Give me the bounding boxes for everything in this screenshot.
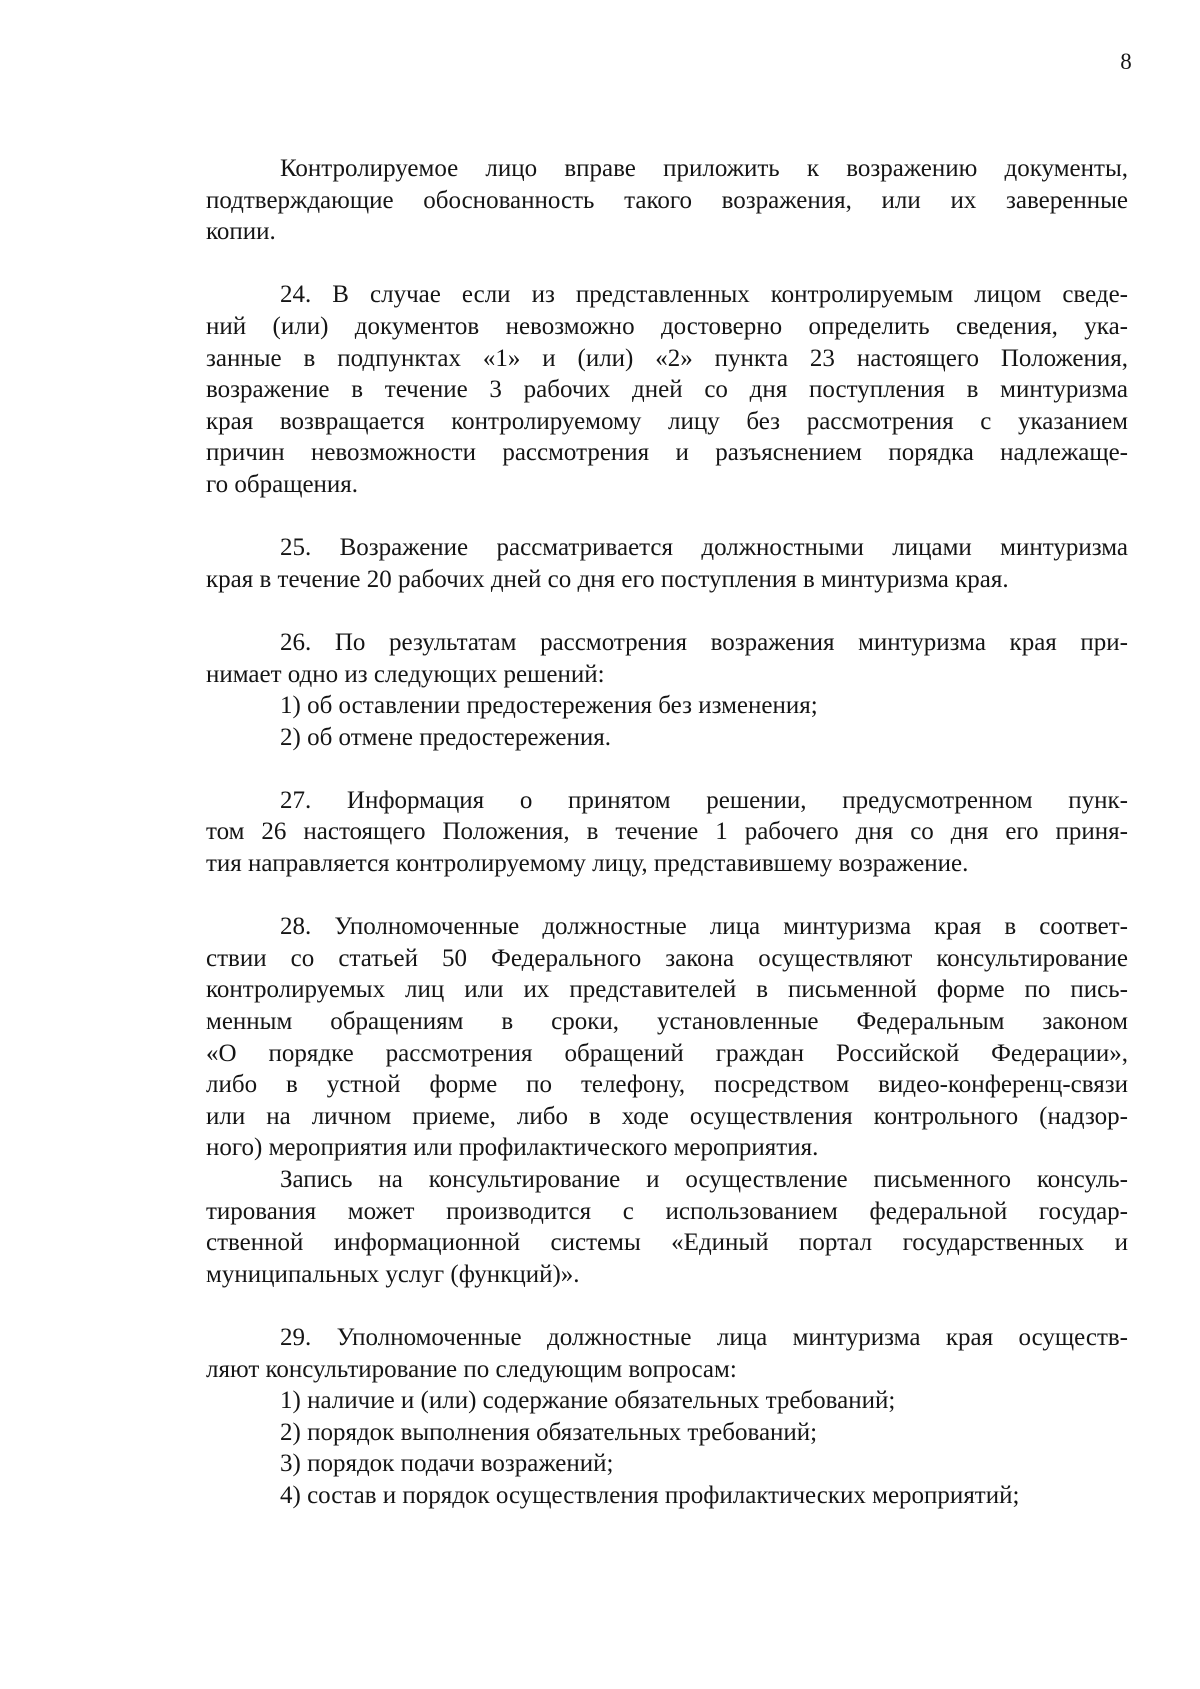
paragraph-line: контролируемых лиц или их представителей в письменной форме по пись- <box>206 976 1128 1004</box>
list-item: 2) порядок выполнения обязательных требований; <box>280 1418 818 1446</box>
paragraph-line: Контролируемое лицо вправе приложить к возражению документы, <box>280 155 1128 182</box>
paragraph-line: ственной информационной системы «Единый портал государственных и <box>206 1229 1128 1257</box>
list-item: 3) порядок подачи возражений; <box>280 1450 614 1478</box>
paragraph-line: 24. В случае если из представленных контролируемым лицом сведе- <box>280 281 1128 309</box>
paragraph-line: занные в подпунктах «1» и (или) «2» пункта 23 настоящего Положения, <box>206 344 1128 372</box>
paragraph-line: 25. Возражение рассматривается должностными лицами минтуризма <box>280 534 1128 562</box>
paragraph-line: либо в устной форме по телефону, посредством видео-конференц-связи <box>206 1071 1128 1099</box>
paragraph-line: ствии со статьей 50 Федерального закона осуществляют консультирование <box>206 944 1128 972</box>
paragraph-line: Запись на консультирование и осуществление письменного консуль- <box>280 1166 1128 1193</box>
paragraph-line: ний (или) документов невозможно достоверно определить сведения, ука- <box>206 312 1128 340</box>
list-item: 4) состав и порядок осуществления профилактических мероприятий; <box>280 1481 1020 1509</box>
paragraph-line: тия направляется контролируемому лицу, представившему возражение. <box>206 850 969 878</box>
paragraph-line: менным обращениям в сроки, установленные Федеральным законом <box>206 1008 1128 1036</box>
paragraph-line: нимает одно из следующих решений: <box>206 660 605 688</box>
paragraph-line: том 26 настоящего Положения, в течение 1 рабочего дня со дня его приня- <box>206 818 1128 846</box>
paragraph-line: 27. Информация о принятом решении, предусмотренном пунк- <box>280 786 1128 814</box>
paragraph-line: копии. <box>206 218 276 246</box>
list-item: 2) об отмене предостережения. <box>280 723 612 751</box>
paragraph-line: го обращения. <box>206 470 359 498</box>
list-item: 1) наличие и (или) содержание обязательных требований; <box>280 1387 896 1415</box>
page-number: 8 <box>1120 49 1132 74</box>
paragraph-line: муниципальных услуг (функций)». <box>206 1260 580 1288</box>
paragraph-line: 26. По результатам рассмотрения возражения минтуризма края при- <box>280 628 1128 656</box>
paragraph-line: края в течение 20 рабочих дней со дня его поступления в минтуризма края. <box>206 565 1009 593</box>
paragraph-line: причин невозможности рассмотрения и разъяснением порядка надлежаще- <box>206 439 1128 467</box>
list-item: 1) об оставлении предостережения без изменения; <box>280 692 818 720</box>
paragraph-line: подтверждающие обоснованность такого возражения, или их заверенные <box>206 186 1128 214</box>
paragraph-line: 29. Уполномоченные должностные лица минтуризма края осуществ- <box>280 1323 1128 1351</box>
paragraph-line: тирования может производится с использованием федеральной государ- <box>206 1197 1128 1225</box>
paragraph-line: «О порядке рассмотрения обращений граждан Российской Федерации», <box>206 1039 1128 1067</box>
paragraph-line: возражение в течение 3 рабочих дней со дня поступления в минтуризма <box>206 376 1128 404</box>
paragraph-line: или на личном приеме, либо в ходе осуществления контрольного (надзор- <box>206 1102 1128 1130</box>
paragraph-line: ляют консультирование по следующим вопросам: <box>206 1355 737 1383</box>
paragraph-line: края возвращается контролируемому лицу без рассмотрения с указанием <box>206 407 1128 435</box>
document-body <box>206 153 1128 1512</box>
paragraph-line: ного) мероприятия или профилактического мероприятия. <box>206 1134 819 1162</box>
paragraph-line: 28. Уполномоченные должностные лица минтуризма края в соответ- <box>280 913 1128 941</box>
